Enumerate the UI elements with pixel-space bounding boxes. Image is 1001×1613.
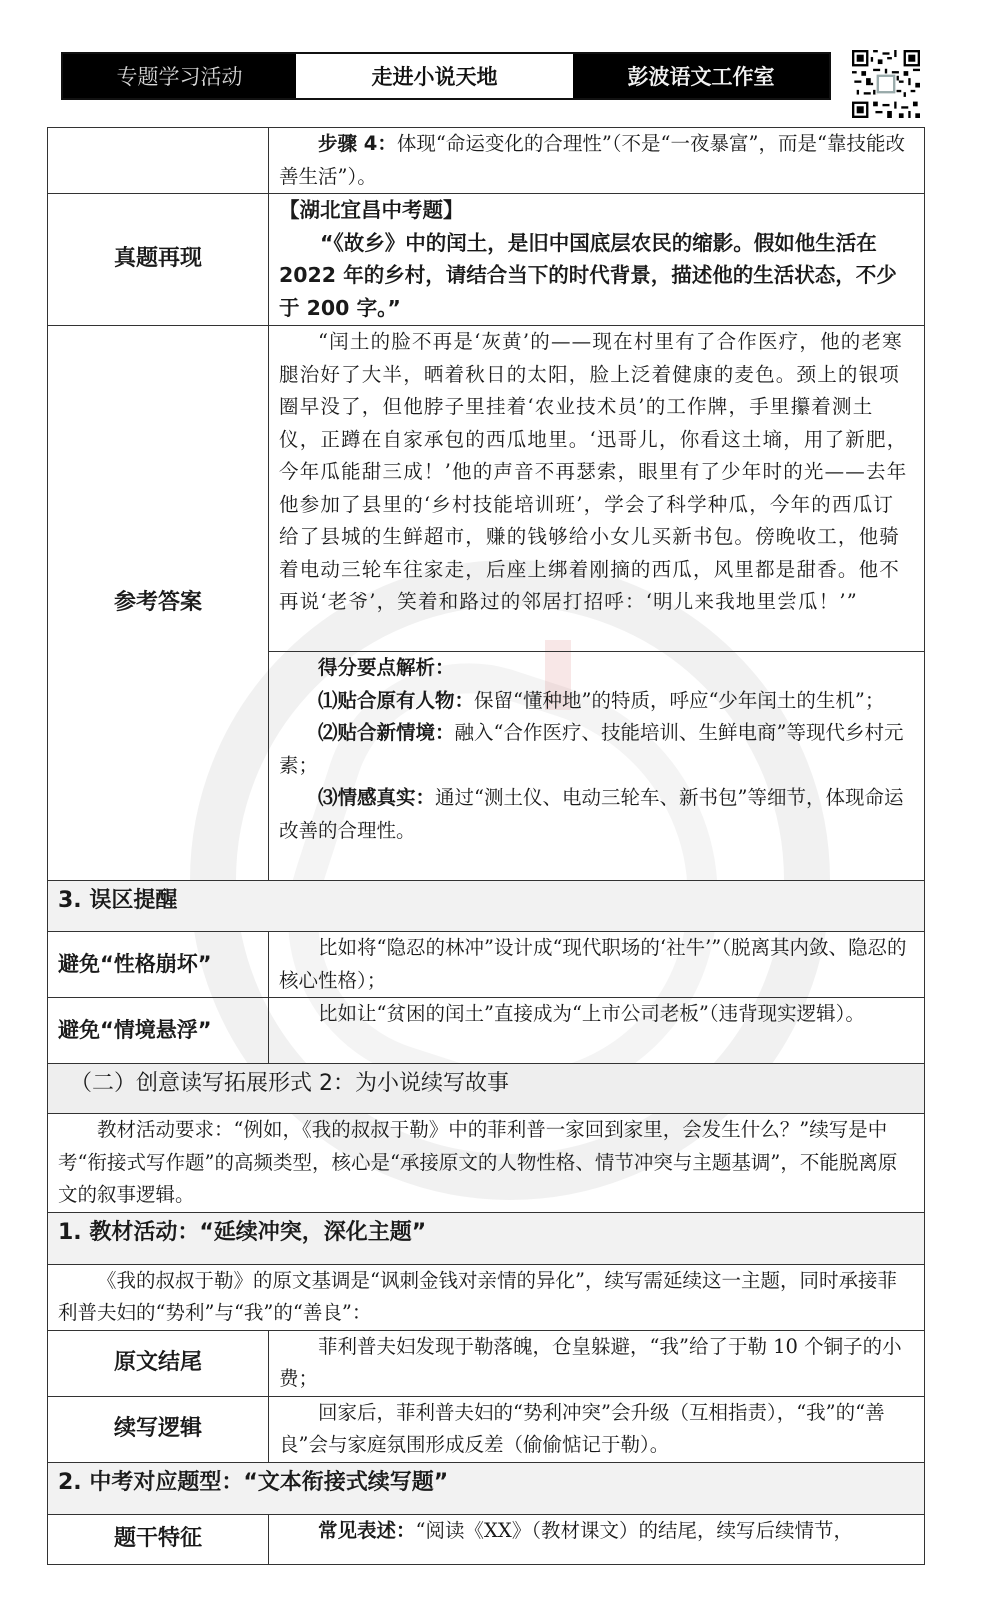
part2-intro-cell xyxy=(48,1114,925,1213)
answer-row xyxy=(48,326,925,652)
analysis-item: ⑵贴合新情境：融入“合作医疗、技能培训、生鲜电商”等现代乡村元素； xyxy=(279,721,904,777)
part2-heading-row xyxy=(48,1064,925,1114)
activity1-text-cell xyxy=(269,1330,925,1396)
mistake-row xyxy=(48,932,925,998)
activity1-label: 原文结尾 xyxy=(48,1330,269,1396)
part2-intro: 教材活动要求：“例如，《我的叔叔于勒》中的菲利普一家回到家里，会发生什么？”续写是中考“衔接式写作题”的高频类型，核心是“承接原文的人物性格、情节冲突与主题基调”，不能脱离原文的叙事逻辑。 xyxy=(58,1118,898,1206)
exam2-text-cell xyxy=(269,1514,925,1564)
real-exam-source: 【湖北宜昌中考题】 xyxy=(279,198,464,222)
analysis-item: ⑴贴合原有人物：保留“懂种地”的特质，呼应“少年闰土的生机”； xyxy=(318,688,885,712)
analysis-item: ⑶情感真实：通过“测土仪、电动三轮车、新书包”等细节，体现命运改善的合理性。 xyxy=(279,786,904,842)
step4-cell xyxy=(269,128,925,194)
exam2-text: “阅读《XX》（教材课文）的结尾，续写后续情节， xyxy=(415,1518,853,1542)
step4-row xyxy=(48,128,925,194)
activity1-intro-row xyxy=(48,1264,925,1330)
mistake-text-cell xyxy=(269,998,925,1064)
real-exam-row xyxy=(48,194,925,326)
header-activity: 专题学习活动 xyxy=(63,54,296,98)
mistakes-heading-row xyxy=(48,881,925,932)
activity1-text: 回家后，菲利普夫妇的“势利冲突”会升级（互相指责），“我”的“善良”会与家庭氛围形成反差（偷偷惦记于勒）。 xyxy=(279,1400,885,1456)
mistake-label: 避免“性格崩坏” xyxy=(48,932,269,998)
activity1-label: 续写逻辑 xyxy=(48,1396,269,1462)
activity1-text-cell xyxy=(269,1396,925,1462)
mistake-label: 避免“情境悬浮” xyxy=(48,998,269,1064)
page-header xyxy=(61,52,831,100)
content-table xyxy=(47,127,925,1565)
mistake-text: 比如让“贫困的闰土”直接成为“上市公司老板”（违背现实逻辑）。 xyxy=(318,1002,865,1025)
header-title: 走进小说天地 xyxy=(296,54,573,98)
mistake-text: 比如将“隐忍的林冲”设计成“现代职场的‘社牛’”（脱离其内敛、隐忍的核心性格）； xyxy=(279,936,907,992)
step4-label: 步骤 4： xyxy=(318,132,397,155)
activity1-heading: 1. 教材活动：“延续冲突，深化主题” xyxy=(48,1212,925,1264)
step4-label-cell xyxy=(48,128,269,194)
activity1-text: 菲利普夫妇发现于勒落魄，仓皇躲避，“我”给了于勒 10 个铜子的小费； xyxy=(279,1334,902,1390)
activity1-intro: 《我的叔叔于勒》的原文基调是“讽刺金钱对亲情的异化”，续写需延续这一主题，同时承接菲利普夫妇的“势利”与“我”的“善良”： xyxy=(58,1268,897,1324)
step4-text: 体现“命运变化的合理性”（不是“一夜暴富”，而是“靠技能改善生活”）。 xyxy=(279,132,905,188)
activity1-row xyxy=(48,1330,925,1396)
analysis-cell xyxy=(269,652,925,881)
qr-code-icon xyxy=(852,50,920,118)
real-exam-cell xyxy=(269,194,925,326)
part2-intro-row xyxy=(48,1114,925,1213)
analysis-title: 得分要点解析： xyxy=(318,656,455,679)
mistakes-heading: 3. 误区提醒 xyxy=(48,881,925,932)
mistake-row xyxy=(48,998,925,1064)
answer-text: “闰土的脸不再是‘灰黄’的——现在村里有了合作医疗，他的老寒腿治好了大半，晒着秋日的太阳，脸上泛着健康的麦色。颈上的银项圈早没了，但他脖子里挂着‘农业技术员’的工作牌，手里攥着测土仪，正蹲在自家承包的西瓜地里。‘迅哥儿，你看这土墒，用了新肥，今年瓜能甜三成！’他的声音不再瑟索，眼里有了少年时的光——去年他参加了县里的‘乡村技能培训班’，学会了科学种瓜，今年的西瓜订给了县城的生鲜超市，赚的钱够给小女儿买新书包。傍晚收工，他骑着电动三轮车往家走，后座上绑着刚摘的西瓜，风里都是甜香。他不再说‘老爷’，笑着和路过的邻居打招呼：‘明儿来我地里尝瓜！’” xyxy=(279,330,908,613)
exam2-row xyxy=(48,1514,925,1564)
answer-label: 参考答案 xyxy=(48,326,269,881)
exam2-heading: 2. 中考对应题型：“文本衔接式续写题” xyxy=(48,1462,925,1514)
answer-cell xyxy=(269,326,925,652)
exam2-lead: 常见表述： xyxy=(318,1518,416,1542)
exam2-heading-row xyxy=(48,1462,925,1514)
mistake-text-cell xyxy=(269,932,925,998)
header-studio: 彭波语文工作室 xyxy=(573,54,829,98)
activity1-row xyxy=(48,1396,925,1462)
real-exam-question: “《故乡》中的闰土，是旧中国底层农民的缩影。假如他生活在 2022 年的乡村，请结合当下的时代背景，描述他的生活状态，不少于 200 字。” xyxy=(279,230,897,320)
activity1-heading-row xyxy=(48,1212,925,1264)
part2-heading: （二）创意读写拓展形式 2：为小说续写故事 xyxy=(48,1064,925,1114)
exam2-label: 题干特征 xyxy=(48,1514,269,1564)
activity1-intro-cell xyxy=(48,1264,925,1330)
real-exam-label: 真题再现 xyxy=(48,194,269,326)
